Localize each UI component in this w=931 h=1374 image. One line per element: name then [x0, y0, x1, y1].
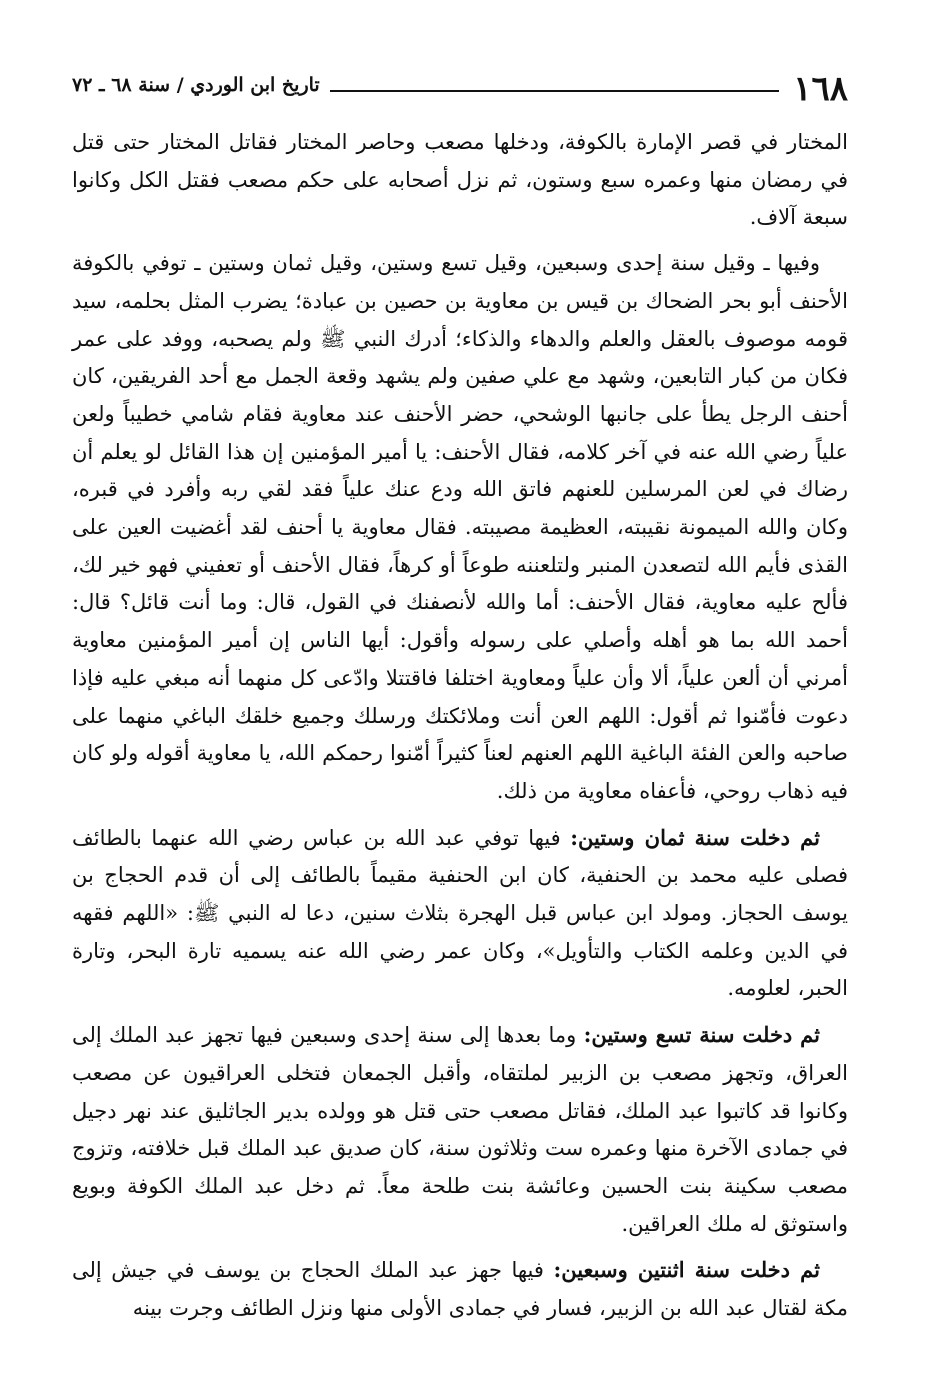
paragraph-text: فيها جهز عبد الملك الحجاج بن يوسف في جيش إلى مكة لقتال عبد الله بن الزبير، فسار في جمادى الأولى منها ونزل الطائف وجرت بينه — [72, 1258, 848, 1321]
page-number: ١٦٨ — [793, 69, 848, 109]
year-heading: ثم دخلت سنة ثمان وستين: — [570, 824, 820, 850]
header-rule — [330, 90, 779, 92]
running-title: تاريخ ابن الوردي / سنة ٦٨ ـ ٧٢ — [72, 74, 320, 96]
paragraph — [72, 245, 848, 811]
page-header — [72, 60, 848, 109]
paragraph — [72, 819, 848, 1009]
year-heading: ثم دخلت سنة تسع وستين: — [583, 1022, 820, 1048]
paragraph-text: وما بعدها إلى سنة إحدى وسبعين فيها تجهز عبد الملك إلى العراق، وتجهز مصعب بن الزبير لملتقاه، وأقبل الجمعان فتخلى العراقيون عن مصعب وكانوا قد كاتبوا عبد الملك، فقاتل مصعب حتى قتل هو وولده بدير الجاثليق عند نهر دجيل في جمادى الآخرة منها وعمره ست وثلاثون سنة، كان صديق عبد الملك قبل خلافته، وتزوج مصعب سكينة بنت الحسين وعائشة بنت طلحة معاً. ثم دخل عبد الملك الكوفة وبويع واستوثق له ملك العراقين. — [72, 1023, 848, 1236]
body-text — [72, 124, 848, 1336]
paragraph-text: وفيها ـ وقيل سنة إحدى وسبعين، وقيل تسع وستين، وقيل ثمان وستين ـ توفي بالكوفة الأحنف أبو بحر الضحاك بن قيس بن معاوية بن حصين بن عبادة؛ يضرب المثل بحلمه، سيد قومه موصوف بالعقل والعلم والدهاء والذكاء؛ أدرك النبي ﷺ ولم يصحبه، ووفد على عمر فكان من كبار التابعين، وشهد مع علي صفين ولم يشهد وقعة الجمل مع أحد الفريقين، كان أحنف الرجل يطأ على جانبها الوشحي، حضر الأحنف عند معاوية فقام شامي خطيباً ولعن علياً رضي الله عنه في آخر كلامه، فقال الأحنف: يا أمير المؤمنين إن هذا القائل لو يعلم أن رضاك في لعن المرسلين للعنهم فاتق الله ودع عنك علياً فقد لقي ربه وأفرد في قبره، وكان والله الميمونة نقيبته، العظيمة مصيبته. فقال معاوية يا أحنف لقد أغضيت العين على القذى فأيم الله لتصعدن المنبر ولتلعننه طوعاً أو كرهاً، فقال الأحنف أو تعفيني فهو خير لك، فألح عليه معاوية، فقال الأحنف: أما والله لأنصفنك في القول، قال: وما أنت قائل؟ قال: أحمد الله بما هو أهله وأصلي على رسوله وأقول: أيها الناس إن أمير المؤمنين معاوية أمرني أن ألعن علياً، ألا وأن علياً ومعاوية اختلفا فاقتتلا وادّعى كل منهما أنه مبغي عليه فإذا دعوت فأمّنوا ثم أقول: اللهم العن أنت وملائكتك ورسلك وجميع خلقك الباغي منهما على صاحبه والعن الفئة الباغية اللهم العنهم لعناً كثيراً أمّنوا رحمكم الله، يا معاوية أقوله ولو كان فيه ذهاب روحي، فأعفاه معاوية من ذلك. — [72, 251, 848, 803]
paragraph-text: المختار في قصر الإمارة بالكوفة، ودخلها مصعب وحاصر المختار فقاتل المختار حتى قتل في رمضان منها وعمره سبع وستون، ثم نزل أصحابه على حكم مصعب فقتل الكل وكانوا سبعة آلاف. — [72, 130, 848, 230]
paragraph — [72, 1251, 848, 1327]
paragraph-text: فيها توفي عبد الله بن عباس رضي الله عنهما بالطائف فصلى عليه محمد بن الحنفية، كان ابن الحنفية مقيماً بالطائف إلى أن قدم الحجاج بن يوسف الحجاز. ومولد ابن عباس قبل الهجرة بثلاث سنين، دعا له النبي ﷺ: «اللهم فقهه في الدين وعلمه الكتاب والتأويل»، وكان عمر رضي الله عنه يسميه تارة البحر، وتارة الحبر، لعلومه. — [72, 825, 848, 1001]
paragraph — [72, 124, 848, 237]
year-heading: ثم دخلت سنة اثنتين وسبعين: — [553, 1257, 820, 1283]
paragraph — [72, 1016, 848, 1243]
